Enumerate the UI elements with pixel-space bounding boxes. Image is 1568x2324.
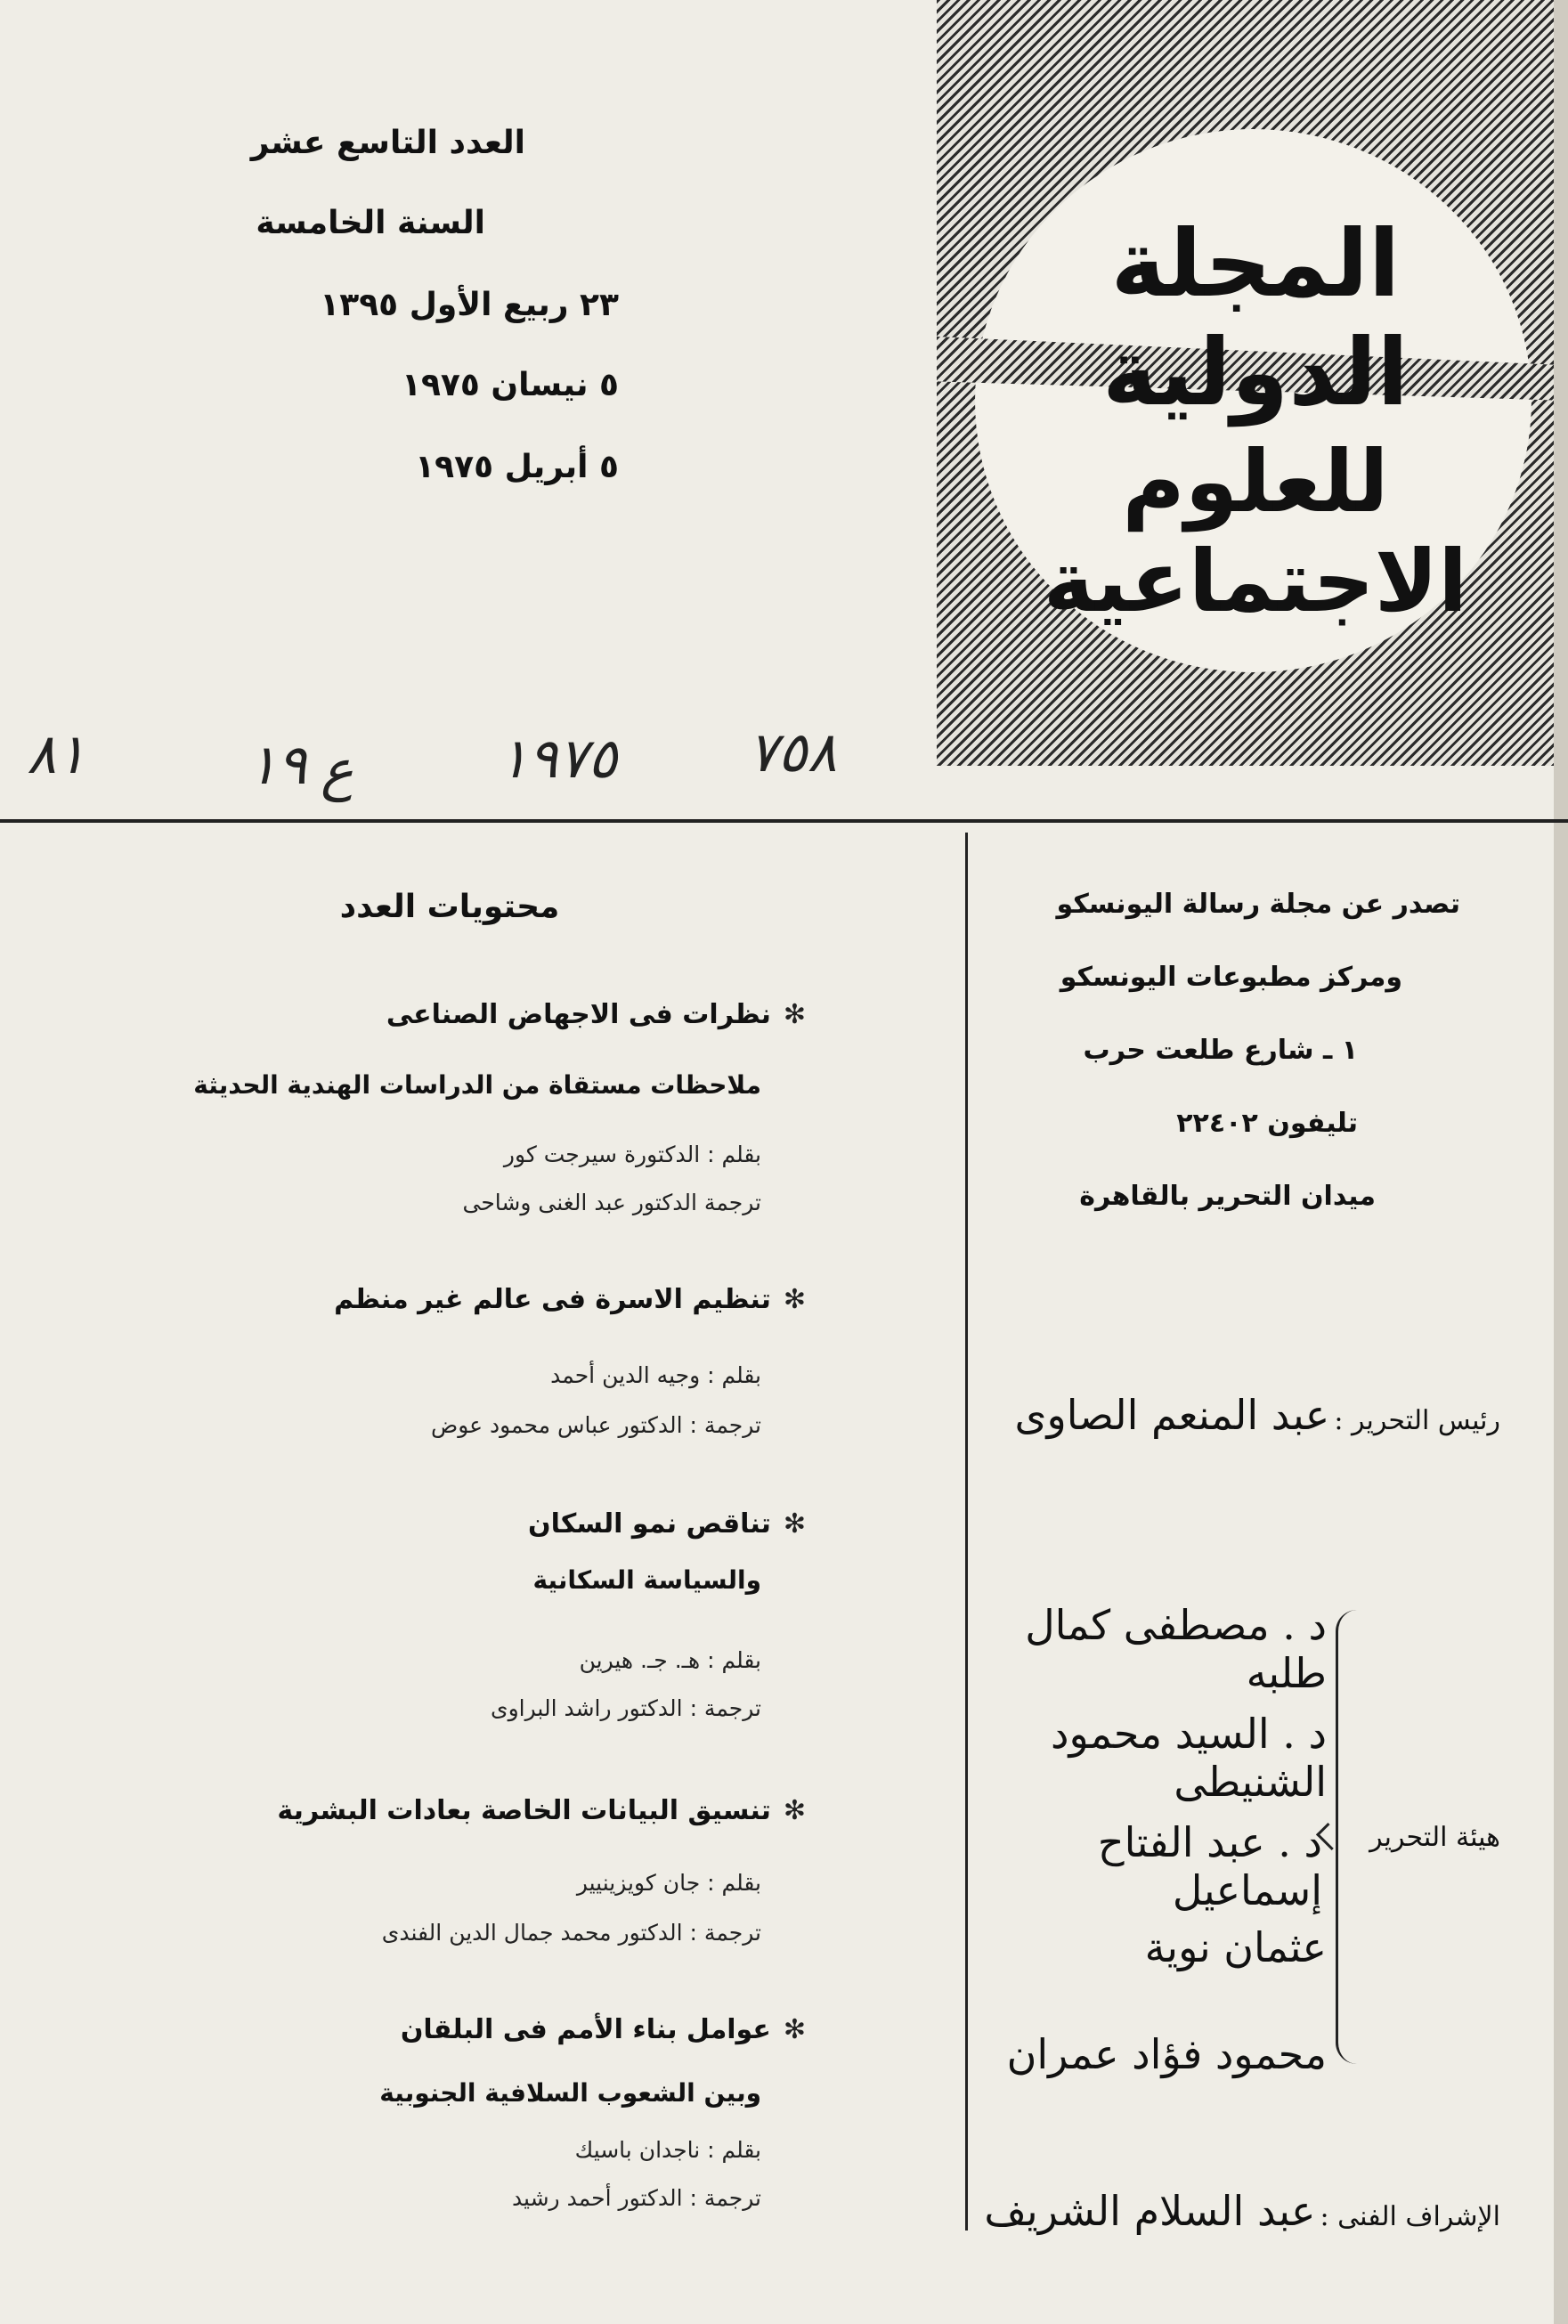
publisher-phone: تليفون ٢٢٤٠٢: [1176, 1108, 1358, 1139]
article-3-author: بقلم : هـ. جـ. هيرين: [579, 1647, 761, 1673]
publisher-line-2: ومركز مطبوعات اليونسكو: [1060, 962, 1402, 993]
publisher-line-5: ميدان التحرير بالقاهرة: [1079, 1181, 1376, 1212]
article-1-title: ✻نظرات فى الاجهاض الصناعى: [386, 999, 806, 1030]
asterisk-icon: ✻: [783, 2014, 806, 2045]
issue-syriac-date: ٥ نيسان ١٩٧٥: [401, 367, 619, 403]
article-1-translator: ترجمة الدكتور عبد الغنى وشاحى: [462, 1190, 761, 1215]
board-member: د . عبد الفتاح إسماعيل: [1097, 1818, 1322, 1914]
asterisk-icon: ✻: [783, 999, 806, 1030]
board-member: محمود فؤاد عمران: [1006, 2030, 1327, 2078]
article-5-translator: ترجمة : الدكتور أحمد رشيد: [511, 2185, 761, 2211]
article-1-author: بقلم : الدكتورة سيرجت كور: [503, 1142, 761, 1167]
article-2-translator: ترجمة : الدكتور عباس محمود عوض: [430, 1412, 761, 1438]
issue-hijri-date: ٢٣ ربيع الأول ١٣٩٥: [320, 287, 619, 323]
article-1-subtitle: ملاحظات مستقاة من الدراسات الهندية الحديثة: [193, 1070, 761, 1100]
asterisk-icon: ✻: [783, 1795, 806, 1826]
asterisk-icon: ✻: [783, 1284, 806, 1315]
journal-title-line1: المجلة الدولية: [1102, 209, 1409, 427]
vertical-divider: [965, 833, 968, 2231]
article-2-author: بقلم : وجيه الدين أحمد: [550, 1362, 761, 1388]
board-label: هيئة التحرير: [1369, 1822, 1500, 1853]
editor-label: رئيس التحرير :: [1334, 1405, 1500, 1436]
publisher-line-1: تصدر عن مجلة رسالة اليونسكو: [1056, 889, 1460, 920]
editor-in-chief: [1006, 1391, 1500, 1439]
article-3-translator: ترجمة : الدكتور راشد البراوى: [491, 1695, 761, 1721]
article-4-translator: ترجمة : الدكتور محمد جمال الدين الفندى: [381, 1920, 761, 1946]
journal-title-line2: للعلوم الاجتماعية: [1043, 432, 1468, 631]
catalog-mark: ٧٥٨: [748, 719, 837, 784]
art-label: الإشراف الفنى :: [1320, 2201, 1500, 2232]
page-edge: [1554, 0, 1568, 2324]
article-5-author: بقلم : ناجدان باسيك: [574, 2137, 761, 2163]
board-member: د . السيد محمود الشنيطى: [1050, 1710, 1327, 1806]
article-4-title: ✻تنسيق البيانات الخاصة بعادات البشرية: [277, 1795, 806, 1826]
art-supervision: [984, 2187, 1500, 2235]
horizontal-divider: [0, 819, 1568, 823]
article-3-title: ✻تناقص نمو السكان: [528, 1508, 806, 1540]
art-name: عبد السلام الشريف: [984, 2187, 1316, 2235]
editor-name: عبد المنعم الصاوى: [1014, 1391, 1330, 1439]
publisher-line-3: ١ ـ شارع طلعت حرب: [1083, 1035, 1358, 1066]
article-4-author: بقلم : جان كويزينيير: [576, 1870, 761, 1896]
article-3-subtitle: والسياسة السكانية: [532, 1565, 761, 1595]
catalog-mark: ع: [321, 737, 353, 802]
issue-year: السنة الخامسة: [256, 205, 485, 241]
issue-gregorian-date: ٥ أبريل ١٩٧٥: [415, 449, 619, 485]
issue-number: العدد التاسع عشر: [250, 125, 525, 161]
article-2-title: ✻تنظيم الاسرة فى عالم غير منظم: [334, 1284, 806, 1315]
catalog-mark: ٨١: [27, 721, 86, 786]
catalog-mark: ١٩: [248, 732, 307, 797]
contents-title: محتويات العدد: [339, 889, 560, 925]
article-5-title: ✻عوامل بناء الأمم فى البلقان: [400, 2014, 806, 2045]
article-5-subtitle: وبين الشعوب السلافية الجنوبية: [379, 2078, 761, 2108]
asterisk-icon: ✻: [783, 1508, 806, 1540]
board-member: د . مصطفى كمال طلبه: [1025, 1601, 1327, 1697]
catalog-mark: ١٩٧٥: [499, 726, 618, 791]
board-member: عثمان نوية: [1144, 1923, 1327, 1971]
